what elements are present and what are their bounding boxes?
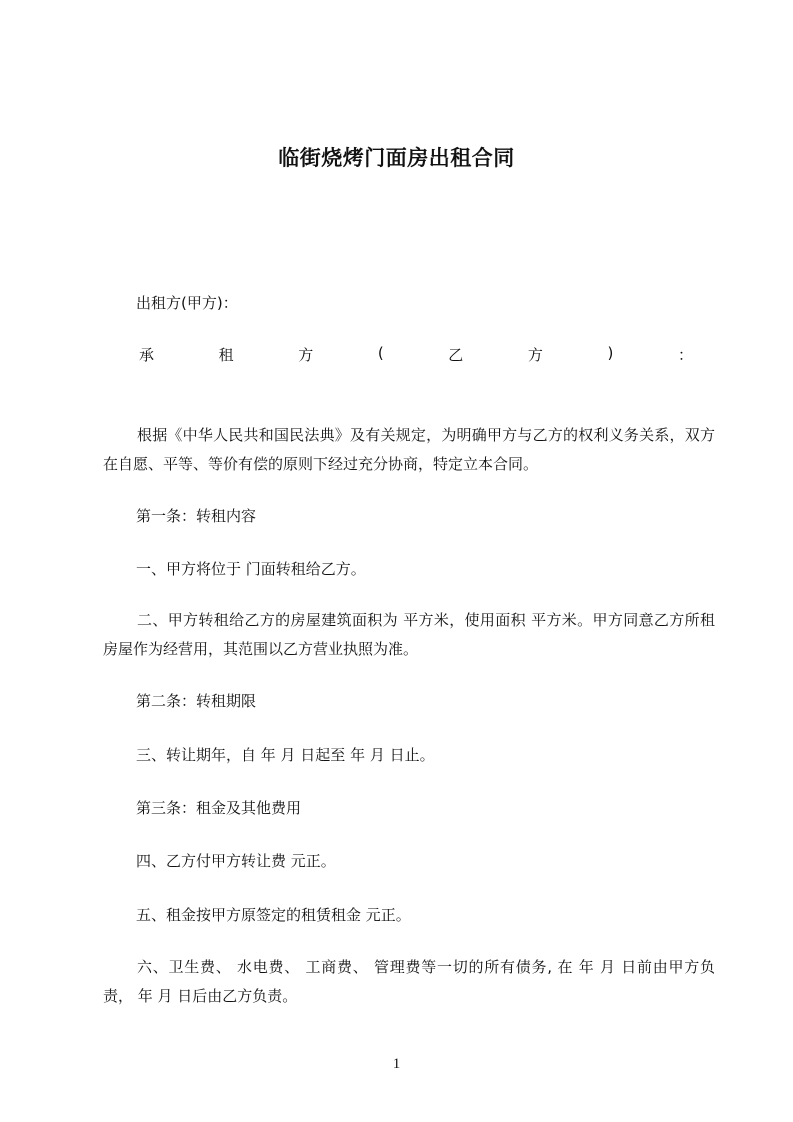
lessee-char: 承 — [139, 346, 155, 364]
lessee-char: 方 — [527, 346, 543, 364]
article-3-heading: 第三条：租金及其他费用 — [136, 799, 302, 817]
article-1-heading: 第一条：转租内容 — [136, 507, 257, 525]
article-2-heading: 第二条：转租期限 — [136, 692, 257, 710]
preamble-paragraph: 根据《中华人民共和国民法典》及有关规定，为明确甲方与乙方的权利义务关系，双方在自愿、平等、等价有偿的原则下经过充分协商，特定立本合同。 — [103, 426, 715, 473]
document-title: 临街烧烤门面房出租合同 — [278, 146, 515, 170]
lessor-label: 出租方(甲方)： — [136, 294, 238, 312]
lessee-char: ： — [677, 346, 693, 364]
clause-6: 六、卫生费、 水电费、 工商费、 管理费等一切的所有债务, 在 年 月 日前由甲方负责， 年 月 日后由乙方负责。 — [103, 958, 715, 1005]
clause-2: 二、甲方转租给乙方的房屋建筑面积为 平方米，使用面积 平方米。甲方同意乙方所租房屋作为经营用，其范围以乙方营业执照为准。 — [103, 611, 715, 658]
clause-3: 三、转让期年，自 年 月 日起至 年 月 日止。 — [136, 746, 435, 764]
lessee-char: 乙 — [448, 346, 464, 364]
clause-5: 五、租金按甲方原签定的租赁租金 元正。 — [136, 906, 411, 924]
page-number: 1 — [392, 1056, 401, 1072]
lessee-label — [139, 344, 693, 365]
clause-4: 四、乙方付甲方转让费 元正。 — [136, 852, 336, 870]
clause-1: 一、甲方将位于 门面转租给乙方。 — [136, 560, 366, 578]
lessee-char: ) — [607, 344, 614, 362]
lessee-char: ( — [377, 344, 384, 362]
lessee-char: 租 — [218, 346, 234, 364]
lessee-char: 方 — [298, 346, 314, 364]
